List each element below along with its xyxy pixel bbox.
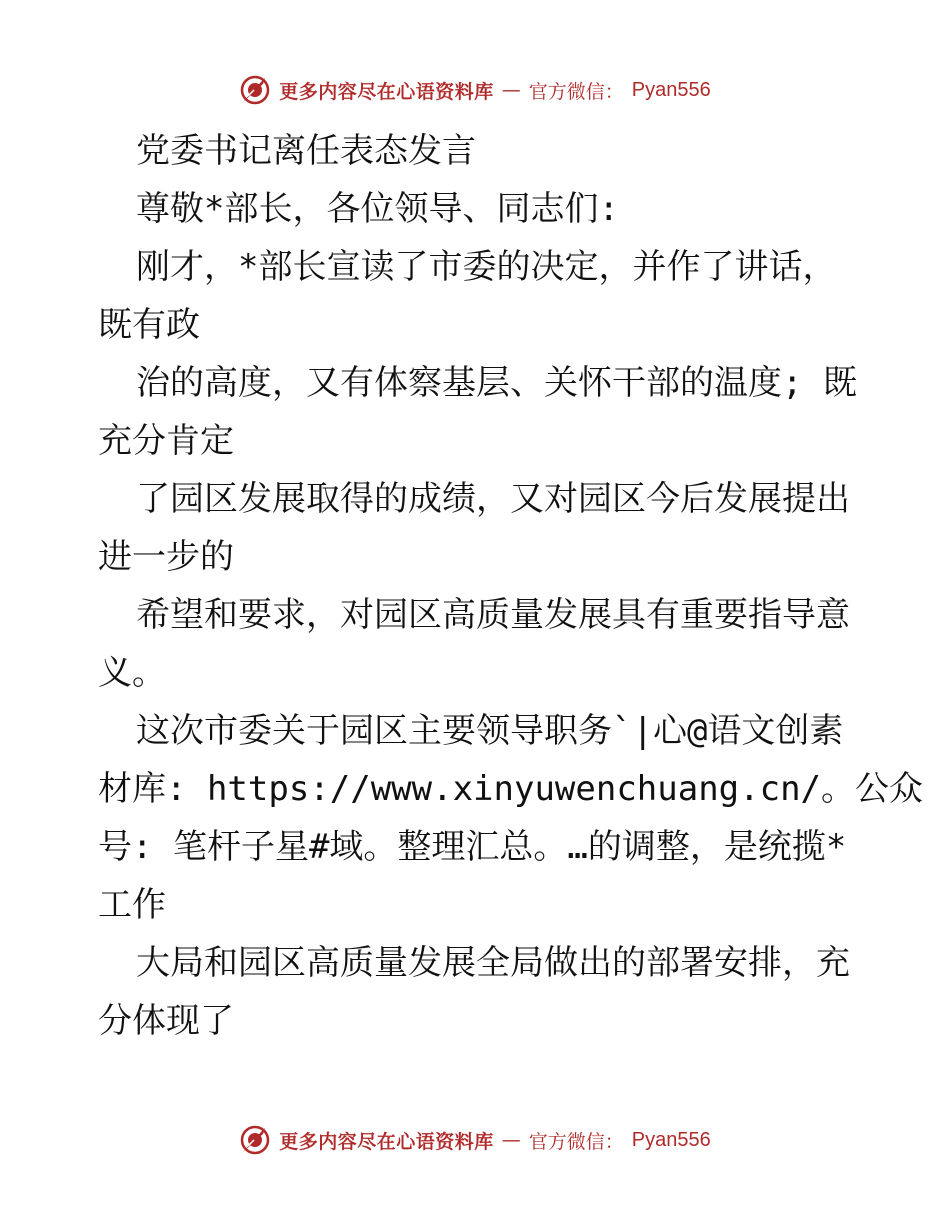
quill-seal-icon	[239, 74, 271, 106]
watermark-wechat-label: 官方微信：	[528, 80, 624, 103]
watermark-dash: —	[501, 79, 521, 101]
paragraph-line: 这次市委关于园区主要领导职务`|心@语文创素	[136, 711, 844, 751]
quill-seal-icon	[239, 1124, 271, 1156]
paragraph-line: 号: 笔杆子星#域。整理汇总。…的调整，是统揽*	[98, 827, 847, 867]
header-watermark	[0, 70, 950, 110]
watermark-brand: 更多内容尽在心语资料库	[279, 80, 494, 103]
paragraph-line: 大局和园区高质量发展全局做出的部署安排，充	[136, 943, 850, 983]
paragraph-line: 工作	[98, 885, 166, 925]
paragraph-line: 既有政	[98, 305, 200, 345]
watermark-wechat-label: 官方微信：	[528, 1130, 624, 1153]
paragraph-line: 分体现了	[98, 1001, 234, 1041]
paragraph-line: 治的高度，又有体察基层、关怀干部的温度; 既	[136, 363, 857, 403]
document-title: 党委书记离任表态发言	[136, 131, 476, 171]
document-body	[98, 122, 924, 1050]
paragraph-line: 材库: https://www.xinyuwenchuang.cn/。公众	[98, 769, 924, 809]
paragraph-line: 刚才，*部长宣读了市委的决定，并作了讲话，	[136, 247, 837, 287]
paragraph-line: 充分肯定	[98, 421, 234, 461]
watermark-dash: —	[501, 1129, 521, 1151]
salutation: 尊敬*部长，各位领导、同志们:	[136, 189, 619, 229]
paragraph-line: 希望和要求，对园区高质量发展具有重要指导意	[136, 595, 850, 635]
watermark-wechat-id: Pyan556	[631, 1128, 711, 1151]
watermark-wechat-id: Pyan556	[631, 78, 711, 101]
footer-watermark	[0, 1120, 950, 1160]
paragraph-line: 进一步的	[98, 537, 234, 577]
watermark-brand: 更多内容尽在心语资料库	[279, 1130, 494, 1153]
paragraph-line: 义。	[98, 653, 166, 693]
paragraph-line: 了园区发展取得的成绩，又对园区今后发展提出	[136, 479, 850, 519]
